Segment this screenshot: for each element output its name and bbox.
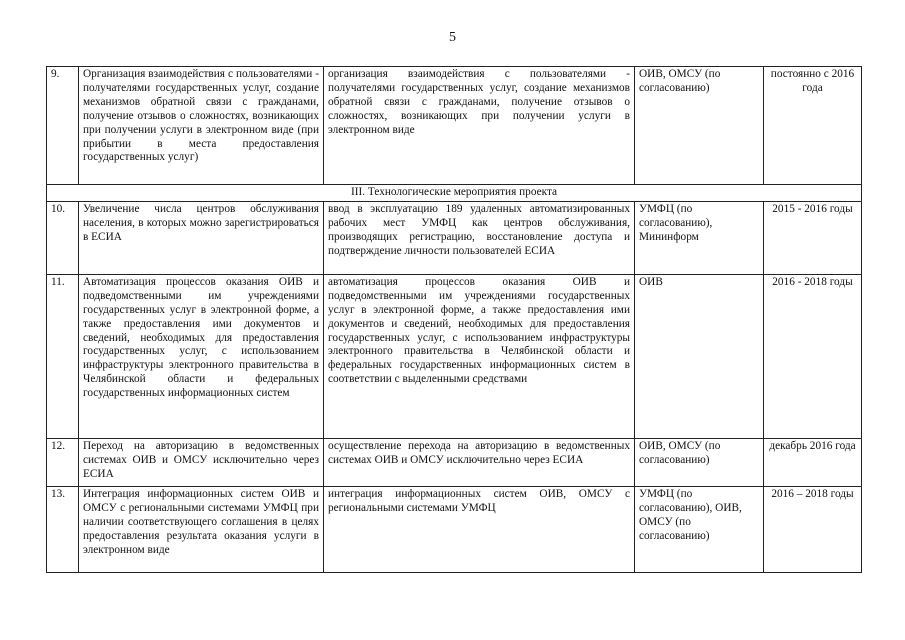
result-cell: автоматизация процессов оказания ОИВ и подведомственными им учреждениями государственных услуг в электронной форме, а также предоставления ими документов и сведений, необходимых для предоставления государственных услуг, с использованием инфраструктуры электронного правительства в Челябинской области и федеральных государственных информационных систем в соответствии с выделенными средствами xyxy=(324,274,635,438)
executor-cell: ОИВ, ОМСУ (по согласованию) xyxy=(635,438,764,486)
result-cell: ввод в эксплуатацию 189 удаленных автоматизированных рабочих мест УМФЦ как центров обслуживания, производящих регистрацию, восстановление доступа и подтверждение личности пользователей ЕСИА xyxy=(324,201,635,274)
activity-cell: Переход на авторизацию в ведомственных системах ОИВ и ОМСУ исключительно через ЕСИА xyxy=(79,438,324,486)
term-cell: 2016 – 2018 годы xyxy=(764,486,862,572)
row-number: 13. xyxy=(47,486,79,572)
term-cell: 2016 - 2018 годы xyxy=(764,274,862,438)
row-number: 10. xyxy=(47,201,79,274)
executor-cell: ОИВ, ОМСУ (по согласованию) xyxy=(635,67,764,185)
section-heading: III. Технологические мероприятия проекта xyxy=(47,185,862,202)
row-number: 12. xyxy=(47,438,79,486)
table-row xyxy=(47,201,862,274)
executor-cell: УМФЦ (по согласованию), ОИВ, ОМСУ (по согласованию) xyxy=(635,486,764,572)
activity-cell: Автоматизация процессов оказания ОИВ и подведомственными им учреждениями государственных услуг в электронной форме, а также предоставления ими документов и сведений, необходимых для предоставления государственных услуг, с использованием инфраструктуры электронного правительства в Челябинской области и федеральных государственных информационных систем xyxy=(79,274,324,438)
result-cell: осуществление перехода на авторизацию в ведомственных системах ОИВ и ОМСУ исключительно через ЕСИА xyxy=(324,438,635,486)
term-cell: постоянно с 2016 года xyxy=(764,67,862,185)
page-number: 5 xyxy=(449,30,456,45)
result-cell: интеграция информационных систем ОИВ, ОМСУ с региональными системами УМФЦ xyxy=(324,486,635,572)
table-row xyxy=(47,67,862,185)
activity-cell: Интеграция информационных систем ОИВ и ОМСУ с региональными системами УМФЦ при наличии соответствующего соглашения в целях предоставления результата оказания услуги в электронном виде xyxy=(79,486,324,572)
table-row xyxy=(47,274,862,438)
table-row xyxy=(47,486,862,572)
activity-cell: Увеличение числа центров обслуживания населения, в которых можно зарегистрироваться в ЕСИА xyxy=(79,201,324,274)
result-cell: организация взаимодействия с пользователями - получателями государственных услуг, создание механизмов обратной связи с гражданами, получение отзывов о сложностях, возникающих при получении услуги в электронном виде xyxy=(324,67,635,185)
row-number: 11. xyxy=(47,274,79,438)
executor-cell: УМФЦ (по согласованию), Мининформ xyxy=(635,201,764,274)
term-cell: декабрь 2016 года xyxy=(764,438,862,486)
row-number: 9. xyxy=(47,67,79,185)
table-row xyxy=(47,438,862,486)
activities-table xyxy=(46,66,862,573)
term-cell: 2015 - 2016 годы xyxy=(764,201,862,274)
section-row xyxy=(47,185,862,202)
executor-cell: ОИВ xyxy=(635,274,764,438)
activity-cell: Организация взаимодействия с пользователями - получателями государственных услуг, создание механизмов обратной связи с гражданами, получение отзывов о сложностях, возникающих при получении услуги в электронном виде (при прибытии в места предоставления государственных услуг) xyxy=(79,67,324,185)
